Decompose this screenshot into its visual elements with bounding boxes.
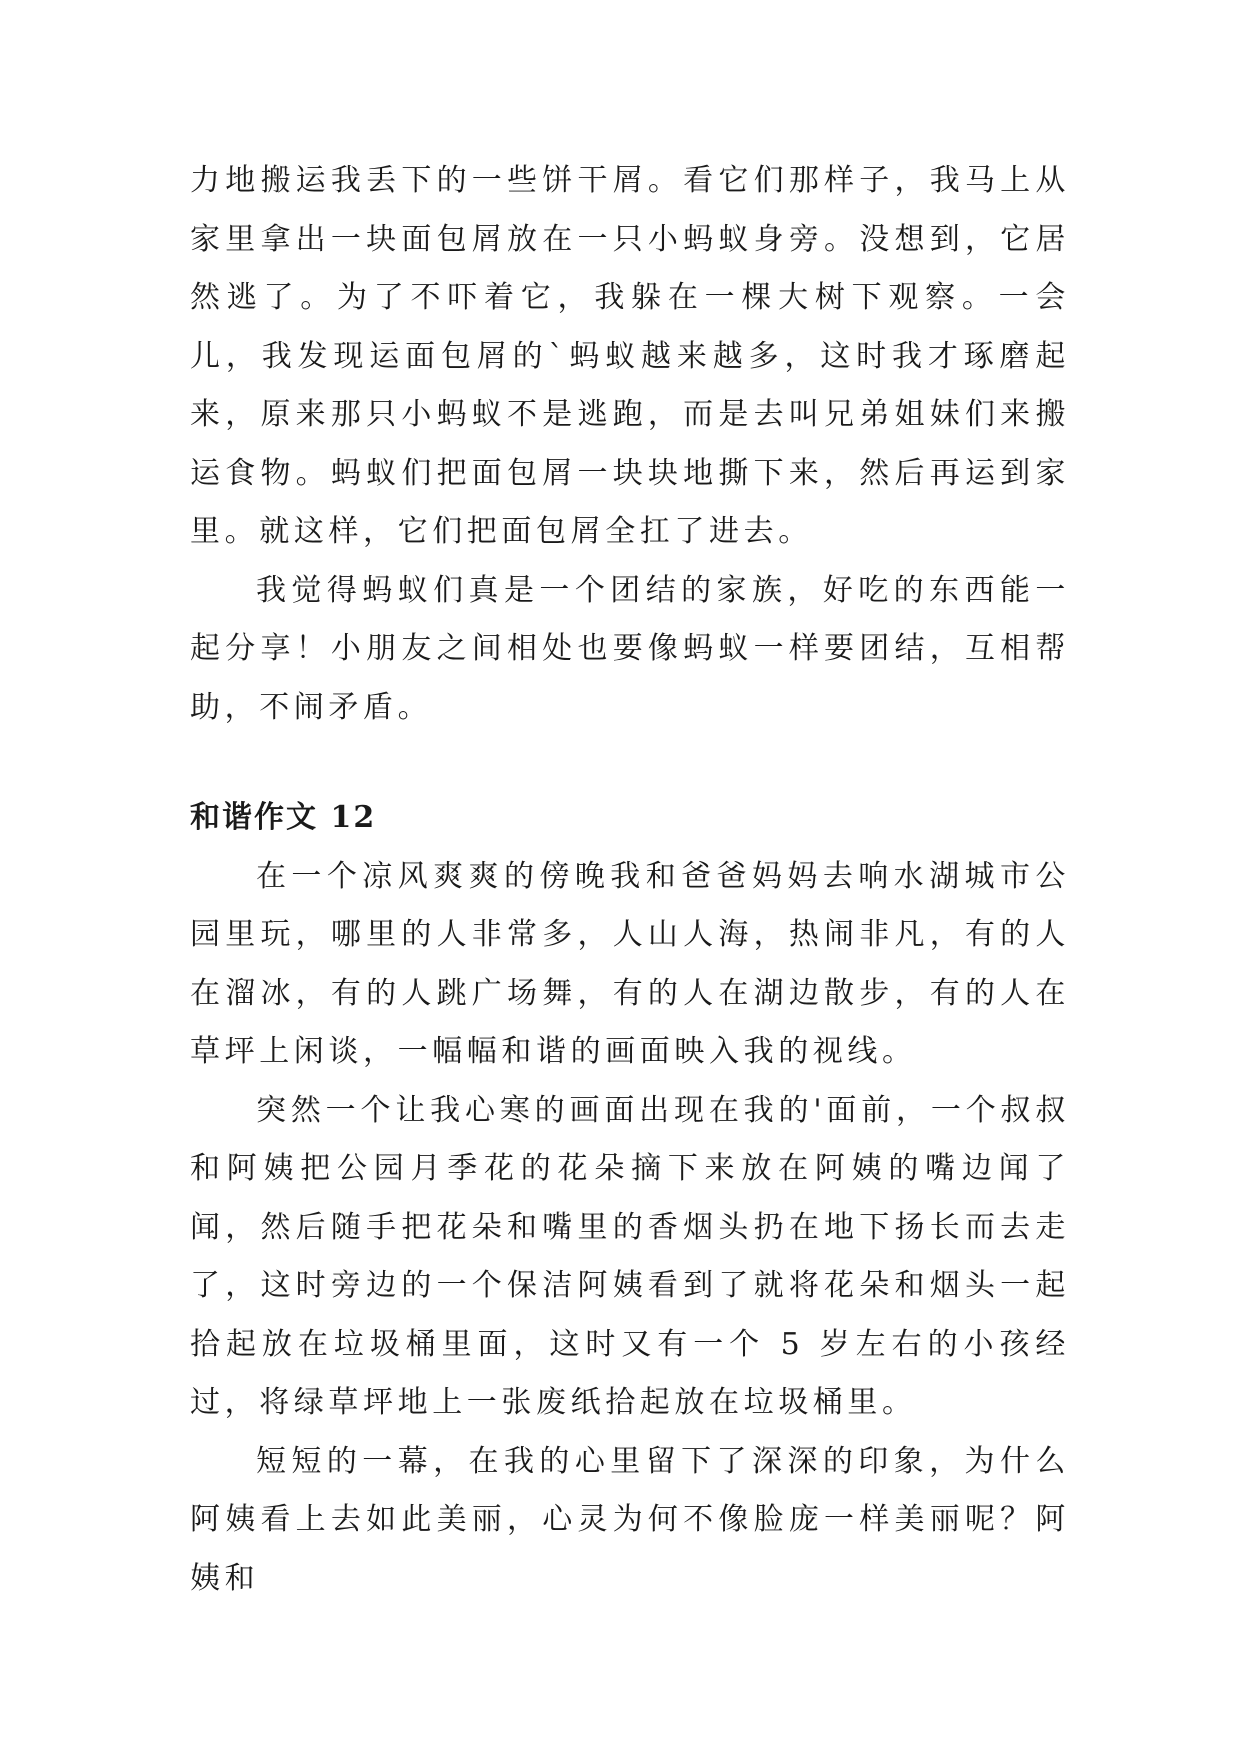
paragraph-park-evening: 在一个凉风爽爽的傍晚我和爸爸妈妈去响水湖城市公园里玩，哪里的人非常多，人山人海，热闹非凡，有的人在溜冰，有的人跳广场舞，有的人在湖边散步，有的人在草坪上闲谈，一幅幅和谐的画面映入我的视线。 — [190, 858, 1070, 1069]
paragraph-park-reflection: 短短的一幕，在我的心里留下了深深的印象，为什么阿姨看上去如此美丽，心灵为何不像脸庞一样美丽呢？阿姨和 — [190, 1443, 1070, 1596]
essay-title: 和谐作文 12 — [190, 800, 377, 835]
document-page — [190, 152, 1070, 1608]
paragraph-ants-conclusion: 我觉得蚂蚁们真是一个团结的家族，好吃的东西能一起分享！小朋友之间相处也要像蚂蚁一样要团结，互相帮助，不闹矛盾。 — [190, 572, 1070, 725]
paragraph-park-incident: 突然一个让我心寒的画面出现在我的'面前，一个叔叔和阿姨把公园月季花的花朵摘下来放在阿姨的嘴边闻了闻，然后随手把花朵和嘴里的香烟头扔在地下扬长而去走了，这时旁边的一个保洁阿姨看到了就将花朵和烟头一起拾起放在垃圾桶里面，这时又有一个 5 岁左右的小孩经过，将绿草坪地上一张废纸拾起放在垃圾桶里。 — [190, 1092, 1070, 1420]
paragraph-ants-story: 力地搬运我丢下的一些饼干屑。看它们那样子，我马上从家里拿出一块面包屑放在一只小蚂蚁身旁。没想到，它居然逃了。为了不吓着它，我躲在一棵大树下观察。一会儿，我发现运面包屑的`蚂蚁越来越多，这时我才琢磨起来，原来那只小蚂蚁不是逃跑，而是去叫兄弟姐妹们来搬运食物。蚂蚁们把面包屑一块块地撕下来，然后再运到家里。就这样，它们把面包屑全扛了进去。 — [190, 163, 1070, 549]
